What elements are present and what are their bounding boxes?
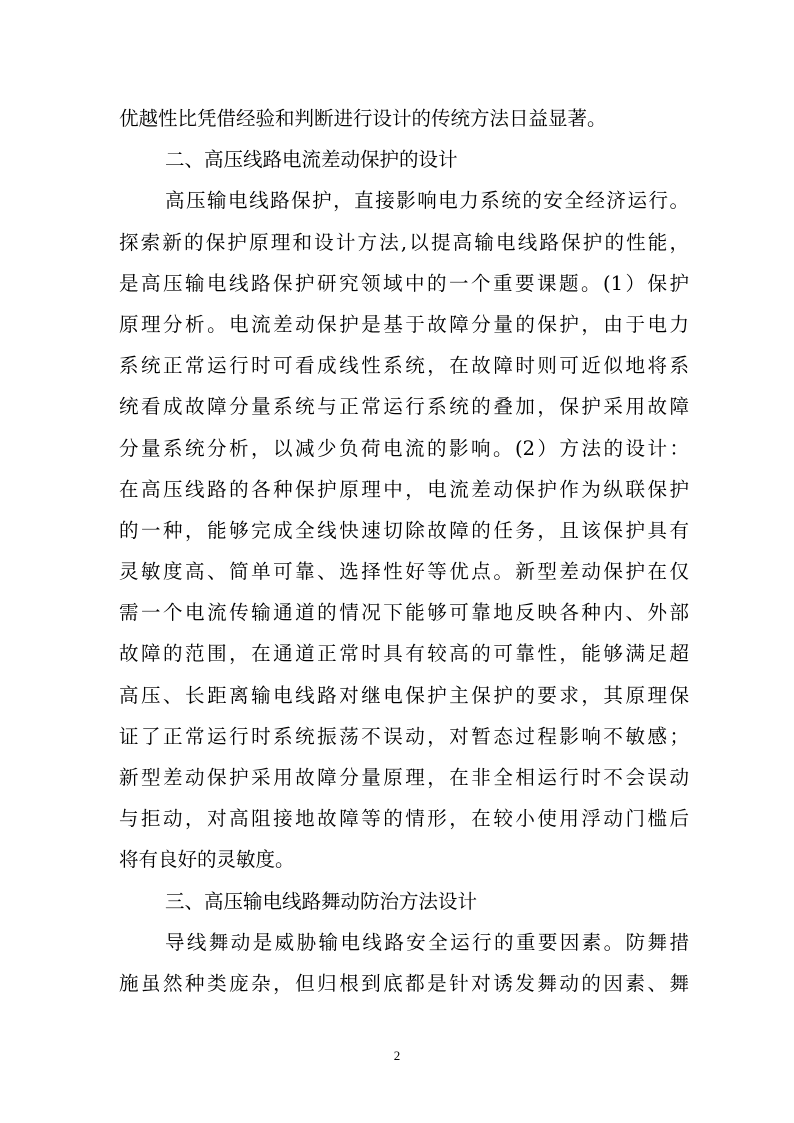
text-line: 优越性比凭借经验和判断进行设计的传统方法日益显著。 (119, 107, 607, 130)
text-line: 分量系统分析，以减少负荷电流的影响。(2）方法的设计： (119, 436, 689, 460)
text-line: 探索新的保护原理和设计方法,以提高输电线路保护的性能， (119, 230, 689, 254)
text-line: 原理分析。电流差动保护是基于故障分量的保护，由于电力 (119, 312, 689, 336)
text-line: 施虽然种类庞杂，但归根到底都是针对诱发舞动的因素、舞 (119, 971, 689, 995)
text-line: 证了正常运行时系统振荡不误动，对暂态过程影响不敏感； (119, 724, 689, 748)
text-line: 系统正常运行时可看成线性系统，在故障时则可近似地将系 (119, 354, 689, 378)
text-line: 是高压输电线路保护研究领域中的一个重要课题。(1）保护 (119, 271, 689, 295)
text-line: 高压、长距离输电线路对继电保护主保护的要求，其原理保 (119, 683, 689, 707)
text-line: 需一个电流传输通道的情况下能够可靠地反映各种内、外部 (119, 601, 689, 625)
text-line: 二、高压线路电流差动保护的设计 (165, 148, 458, 172)
text-line: 与拒动，对高阻接地故障等的情形，在较小使用浮动门槛后 (119, 807, 689, 831)
text-line: 的一种，能够完成全线快速切除故障的任务，且该保护具有 (119, 518, 689, 542)
text-line: 将有良好的灵敏度。 (119, 848, 295, 872)
text-line: 三、高压输电线路舞动防治方法设计 (165, 889, 478, 913)
text-line: 导线舞动是威胁输电线路安全运行的重要因素。防舞措 (165, 930, 689, 954)
page-number: 2 (393, 1048, 401, 1063)
text-line: 灵敏度高、简单可靠、选择性好等优点。新型差动保护在仅 (119, 560, 689, 584)
text-line: 新型差动保护采用故障分量原理，在非全相运行时不会误动 (119, 766, 689, 789)
text-line: 高压输电线路保护，直接影响电力系统的安全经济运行。 (165, 189, 689, 213)
text-line: 统看成故障分量系统与正常运行系统的叠加，保护采用故障 (119, 395, 689, 419)
body-text (119, 98, 689, 1004)
text-line: 在高压线路的各种保护原理中，电流差动保护作为纵联保护 (119, 477, 689, 501)
text-line: 故障的范围，在通道正常时具有较高的可靠性，能够满足超 (119, 642, 689, 666)
